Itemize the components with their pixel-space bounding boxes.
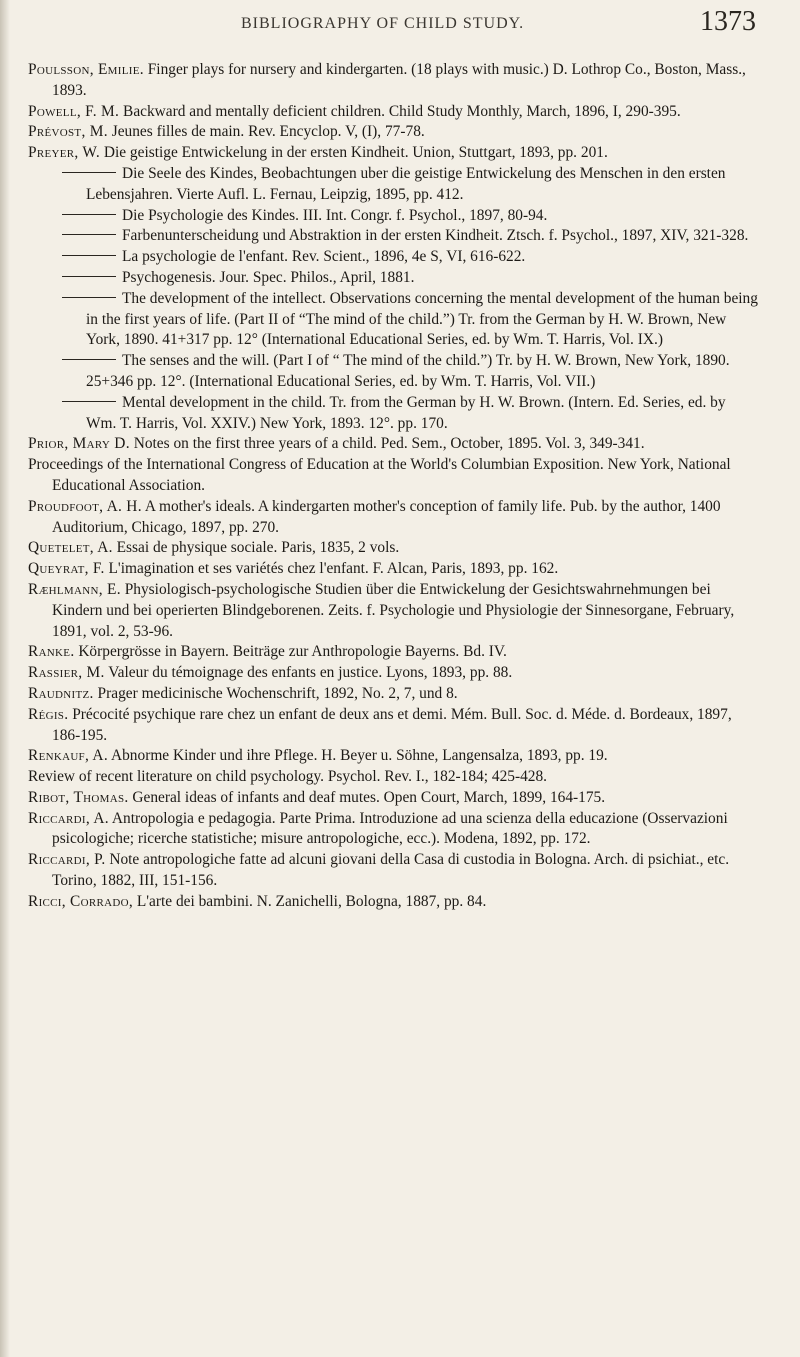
bibliography-entries: [28, 60, 758, 913]
page-gutter-shadow: [0, 0, 10, 1357]
entry-text: La psychologie de l'enfant. Rev. Scient., 1896, 4e S, VI, 616-622.: [122, 248, 526, 266]
entry-author: Preyer, W.: [28, 144, 100, 162]
entry-text: Note antropologiche fatte ad alcuni giovani della Casa di custodia in Bologna. Arch. di psichiat., etc. Torino, 1882, III, 151-156.: [52, 851, 730, 890]
entry-text: Notes on the first three years of a child. Ped. Sem., October, 1895. Vol. 3, 349-341.: [129, 435, 645, 453]
entry-text: Die Seele des Kindes, Beobachtungen uber die geistige Entwickelung des Menschen in den ersten Lebensjahren. Vierte Aufl. L. Fernau, Leipzig, 1895, pp. 412.: [86, 164, 726, 203]
bibliography-entry: [28, 788, 758, 809]
ditto-dash: [62, 276, 116, 277]
page-header: [28, 6, 800, 46]
bibliography-entry: [28, 850, 758, 892]
entry-text: L'arte dei bambini. N. Zanichelli, Bologna, 1887, pp. 84.: [133, 892, 487, 910]
bibliography-entry: [62, 351, 758, 393]
entry-text: Physiologisch-psychologische Studien über die Entwickelung der Gesichtswahrnehmungen bei Kindern und bei operierten Blindgeborenen. Zeits. f. Psychologie und Physiologie der Sinnesorgane, February, 1891, vol. 2, 53-96.: [52, 580, 735, 640]
entry-text: Psychogenesis. Jour. Spec. Philos., April, 1881.: [122, 268, 415, 286]
ditto-dash: [62, 214, 116, 215]
page-number: 1373: [700, 6, 756, 37]
entry-text: Valeur du témoignage des enfants en justice. Lyons, 1893, pp. 88.: [104, 664, 513, 682]
entry-text: Farbenunterscheidung und Abstraktion in der ersten Kindheit. Ztsch. f. Psychol., 1897, XIV, 321-328.: [122, 227, 749, 245]
entry-text: Antropologia e pedagogia. Parte Prima. Introduzione ad una scienza della educazione (Osservazioni psicologiche; ricerche statistiche; misure antropologiche, ecc.). Modena, 1892, pp. 172.: [52, 809, 728, 848]
entry-author: Proudfoot, A. H.: [28, 497, 142, 515]
entry-author: Ribot, Thomas.: [28, 788, 129, 806]
bibliography-entry: [62, 164, 758, 206]
bibliography-entry: [62, 393, 758, 435]
bibliography-entry: [28, 767, 758, 788]
entry-text: A mother's ideals. A kindergarten mother's conception of family life. Pub. by the author, 1400 Auditorium, Chicago, 1897, pp. 270.: [52, 497, 721, 536]
entry-author: Ræhlmann, E.: [28, 580, 121, 598]
bibliography-entry: [62, 226, 758, 247]
entry-text: Finger plays for nursery and kindergarten. (18 plays with music.) D. Lothrop Co., Boston, Mass., 1893.: [52, 61, 746, 99]
entry-text: Review of recent literature on child psychology. Psychol. Rev. I., 182-184; 425-428.: [28, 768, 548, 786]
ditto-dash: [62, 255, 116, 256]
entry-author: Riccardi, A.: [28, 809, 109, 827]
entry-text: Précocité psychique rare chez un enfant de deux ans et demi. Mém. Bull. Soc. d. Méde. d. Bordeaux, 1897, 186-195.: [52, 705, 732, 744]
ditto-dash: [62, 172, 116, 173]
entry-author: Quetelet, A.: [28, 539, 113, 557]
running-head: BIBLIOGRAPHY OF CHILD STUDY.: [241, 15, 525, 32]
bibliography-entry: [62, 206, 758, 227]
ditto-dash: [62, 234, 116, 235]
entry-text: Mental development in the child. Tr. from the German by H. W. Brown. (Intern. Ed. Series, ed. by Wm. T. Harris, Vol. XXIV.) New York, 1893. 12°. pp. 170.: [86, 393, 726, 432]
entry-author: Prior, Mary D.: [28, 435, 130, 453]
bibliography-entry: [28, 684, 758, 705]
bibliography-entry: [28, 663, 758, 684]
entry-text: Essai de physique sociale. Paris, 1835, 2 vols.: [112, 539, 400, 557]
ditto-dash: [62, 297, 116, 298]
entry-text: Jeunes filles de main. Rev. Encyclop. V, (I), 77-78.: [107, 123, 425, 141]
entry-text: Proceedings of the International Congress of Education at the World's Columbian Exposition. New York, National Educational Association.: [28, 456, 731, 494]
bibliography-entry: [28, 434, 758, 455]
entry-text: Abnorme Kinder und ihre Pflege. H. Beyer u. Söhne, Langensalza, 1893, pp. 19.: [108, 747, 608, 765]
entry-author: Renkauf, A.: [28, 747, 108, 765]
entry-text: General ideas of infants and deaf mutes. Open Court, March, 1899, 164-175.: [128, 788, 606, 806]
bibliography-entry: [62, 289, 758, 351]
bibliography-entry: [28, 122, 758, 143]
entry-author: Régis.: [28, 705, 69, 723]
bibliography-entry: [28, 642, 758, 663]
ditto-dash: [62, 359, 116, 360]
entry-author: Queyrat, F.: [28, 560, 105, 578]
entry-text: Backward and mentally deficient children. Child Study Monthly, March, 1896, I, 290-395.: [119, 102, 681, 120]
bibliography-entry: [62, 247, 758, 268]
entry-text: Die geistige Entwickelung in der ersten Kindheit. Union, Stuttgart, 1893, pp. 201.: [100, 144, 608, 162]
bibliography-entry: [28, 102, 758, 123]
entry-author: Powell, F. M.: [28, 102, 120, 120]
bibliography-entry: [28, 143, 758, 164]
bibliography-entry: [28, 538, 758, 559]
entry-author: Ranke.: [28, 643, 75, 661]
entry-author: Ricci, Corrado,: [28, 892, 134, 910]
entry-text: The senses and the will. (Part I of “ The mind of the child.”) Tr. by H. W. Brown, New York, 1890. 25+346 pp. 12°. (International Educational Series, ed. by Wm. T. Harris, Vol. VII.): [86, 352, 730, 390]
bibliography-entry: [28, 455, 758, 497]
entry-author: Poulsson, Emilie.: [28, 61, 144, 78]
bibliography-entry: [28, 892, 758, 913]
bibliography-entry: [28, 580, 758, 642]
entry-author: Prévost, M.: [28, 123, 108, 141]
entry-text: L'imagination et ses variétés chez l'enfant. F. Alcan, Paris, 1893, pp. 162.: [104, 560, 559, 578]
bibliography-entry: [28, 559, 758, 580]
ditto-dash: [62, 401, 116, 402]
bibliography-entry: [28, 809, 758, 851]
bibliography-entry: [28, 60, 758, 102]
entry-text: The development of the intellect. Observations concerning the mental development of the human being in the first years of life. (Part II of “The mind of the child.”) Tr. from the German by H. W. Brown, New York, 1890. 41+317 pp. 12° (International Educational Series, ed. by Wm. T. Harris, Vol. IX.): [86, 289, 758, 349]
entry-author: Rassier, M.: [28, 664, 105, 682]
bibliography-entry: [28, 746, 758, 767]
entry-text: Körpergrösse in Bayern. Beiträge zur Anthropologie Bayerns. Bd. IV.: [74, 643, 507, 661]
entry-text: Prager medicinische Wochenschrift, 1892, No. 2, 7, und 8.: [93, 684, 458, 702]
bibliography-entry: [28, 705, 758, 747]
bibliography-entry: [28, 497, 758, 539]
entry-text: Die Psychologie des Kindes. III. Int. Congr. f. Psychol., 1897, 80-94.: [122, 206, 548, 224]
bibliography-entry: [62, 268, 758, 289]
entry-author: Riccardi, P.: [28, 851, 106, 869]
entry-author: Raudnitz.: [28, 684, 94, 702]
